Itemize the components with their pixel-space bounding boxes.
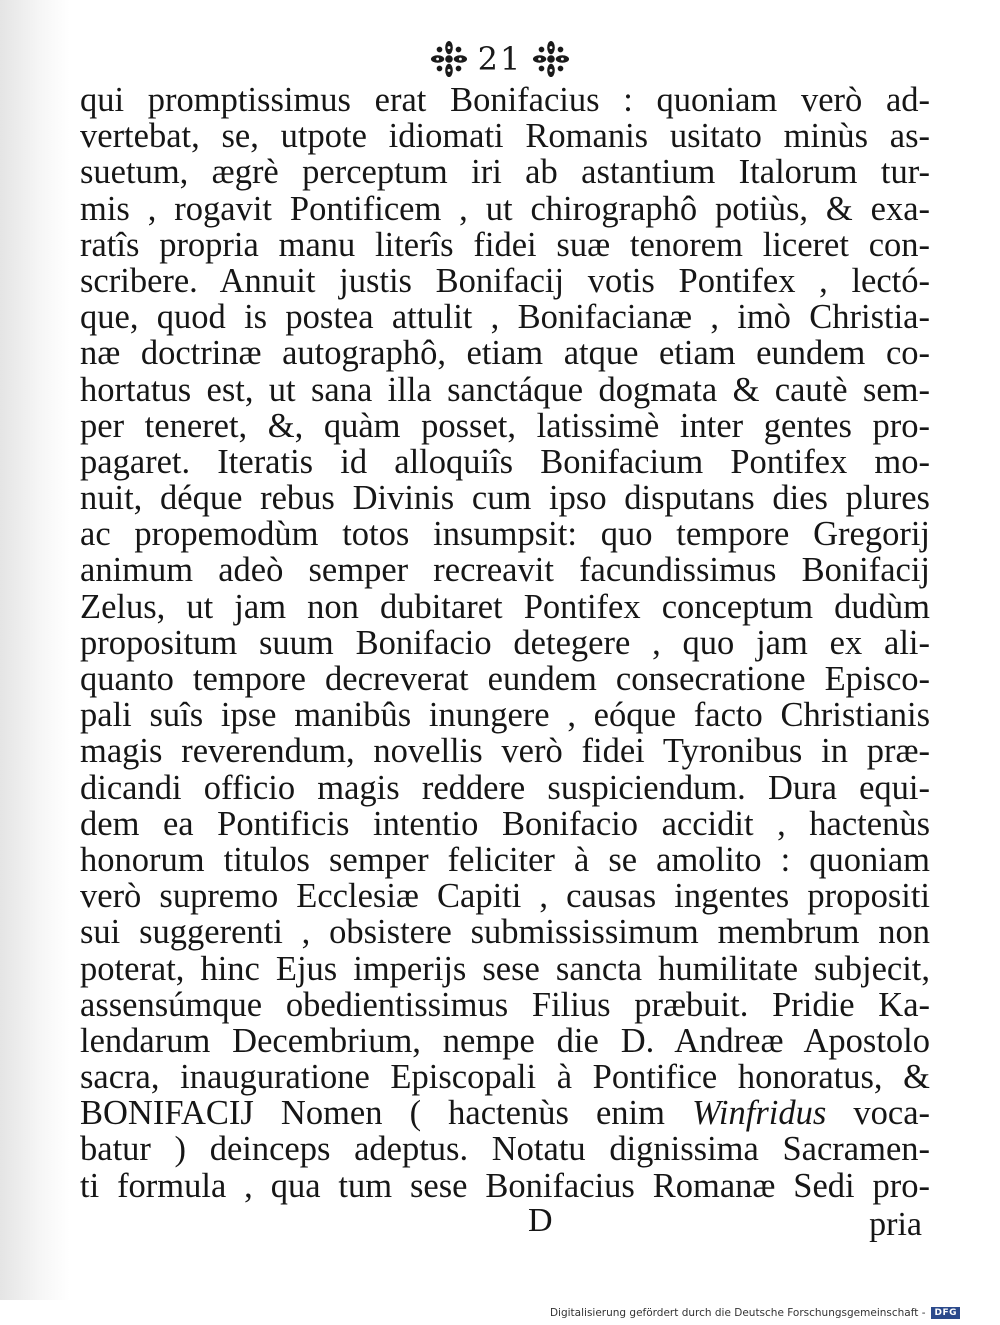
text-line: Zelus, ut jam non dubitaret Pontifex conceptum dudùm xyxy=(80,587,930,626)
text-line: propositum suum Bonifacio detegere , quo jam ex ali- xyxy=(80,623,930,662)
fleuron-right-icon xyxy=(532,40,570,78)
text-line: hortatus est, ut sana illa sanctáque dogmata & cautè sem- xyxy=(80,370,930,409)
text-line: dem ea Pontificis intentio Bonifacio accidit , hactenùs xyxy=(80,804,930,843)
text-line: sui suggerenti , obsistere submississimum membrum non xyxy=(80,913,930,952)
text-line: scribere. Annuit justis Bonifacij votis Pontifex , lectó- xyxy=(80,261,930,300)
signature-mark: D xyxy=(528,1202,553,1239)
italic-name: Winfridus xyxy=(692,1094,827,1133)
body-text xyxy=(80,82,930,1204)
scan-gutter-shadow xyxy=(0,0,70,1300)
digitization-credit xyxy=(550,1307,960,1319)
text-line: ratîs propria manu literîs fidei suæ tenorem liceret con- xyxy=(80,225,930,264)
text-line: honorum titulos semper feliciter à se amolito : quoniam xyxy=(80,840,930,879)
text-line: que, quod is postea attulit , Bonifacianæ , imò Christia- xyxy=(80,298,930,337)
text-line: poterat, hinc Ejus imperijs sese sancta humilitate subjecit, xyxy=(80,949,930,988)
page-header xyxy=(0,34,1000,84)
text-line: assensúmque obedientissimus Filius præbuit. Pridie Ka- xyxy=(80,985,930,1024)
text-line: næ doctrinæ autographô, etiam atque etiam eundem co- xyxy=(80,334,930,373)
page-number: 21 xyxy=(477,40,523,78)
dfg-logo-icon: DFG xyxy=(931,1307,960,1319)
text-line: suetum, ægrè perceptum iri ab astantium Italorum tur- xyxy=(80,153,930,192)
text-line: vertebat, se, utpote idiomati Romanis usitato minùs as- xyxy=(80,117,930,156)
text-line: pali suîs ipse manibûs inungere , eóque facto Christianis xyxy=(80,696,930,735)
text-line: pagaret. Iteratis id alloquiîs Bonifacium Pontifex mo- xyxy=(80,442,930,481)
text-line: BONIFACIJ Nomen ( hactenùs enim Winfridus voca- xyxy=(80,1094,931,1133)
text-line: dicandi officio magis reddere suspiciendum. Dura equi- xyxy=(80,768,930,807)
text-line: ac propemodùm totos insumpsit: quo tempore Gregorij xyxy=(80,515,930,554)
text-line: qui promptissimus erat Bonifacius : quoniam verò ad- xyxy=(80,81,930,119)
text-line: batur ) deinceps adeptus. Notatu dignissima Sacramen- xyxy=(80,1130,930,1169)
fleuron-left-icon xyxy=(430,40,468,78)
text-line: magis reverendum, novellis verò fidei Tyronibus in præ- xyxy=(80,732,930,771)
text-line: quanto tempore decreverat eundem consecratione Episco- xyxy=(80,660,930,698)
page-footer xyxy=(80,1202,930,1242)
catchword: pria xyxy=(869,1206,922,1243)
text-line: nuit, déque rebus Divinis cum ipso disputans dies plures xyxy=(80,479,930,518)
text-line: lendarum Decembrium, nempe die D. Andreæ Apostolo xyxy=(80,1021,930,1060)
text-line: per teneret, &, quàm posset, latissimè inter gentes pro- xyxy=(80,406,930,445)
text-line: ti formula , qua tum sese Bonifacius Romanæ Sedi pro- xyxy=(80,1166,930,1205)
text-line: verò supremo Ecclesiæ Capiti , causas ingentes propositi xyxy=(80,877,930,916)
text-line: mis , rogavit Pontificem , ut chirographô potiùs, & exa- xyxy=(80,189,930,228)
text-line: animum adeò semper recreavit facundissimus Bonifacij xyxy=(80,551,930,590)
credit-text: Digitalisierung gefördert durch die Deutsche Forschungsgemeinschaft - xyxy=(549,1307,926,1319)
text-line: sacra, inauguratione Episcopali à Pontifice honoratus, & xyxy=(80,1058,930,1097)
